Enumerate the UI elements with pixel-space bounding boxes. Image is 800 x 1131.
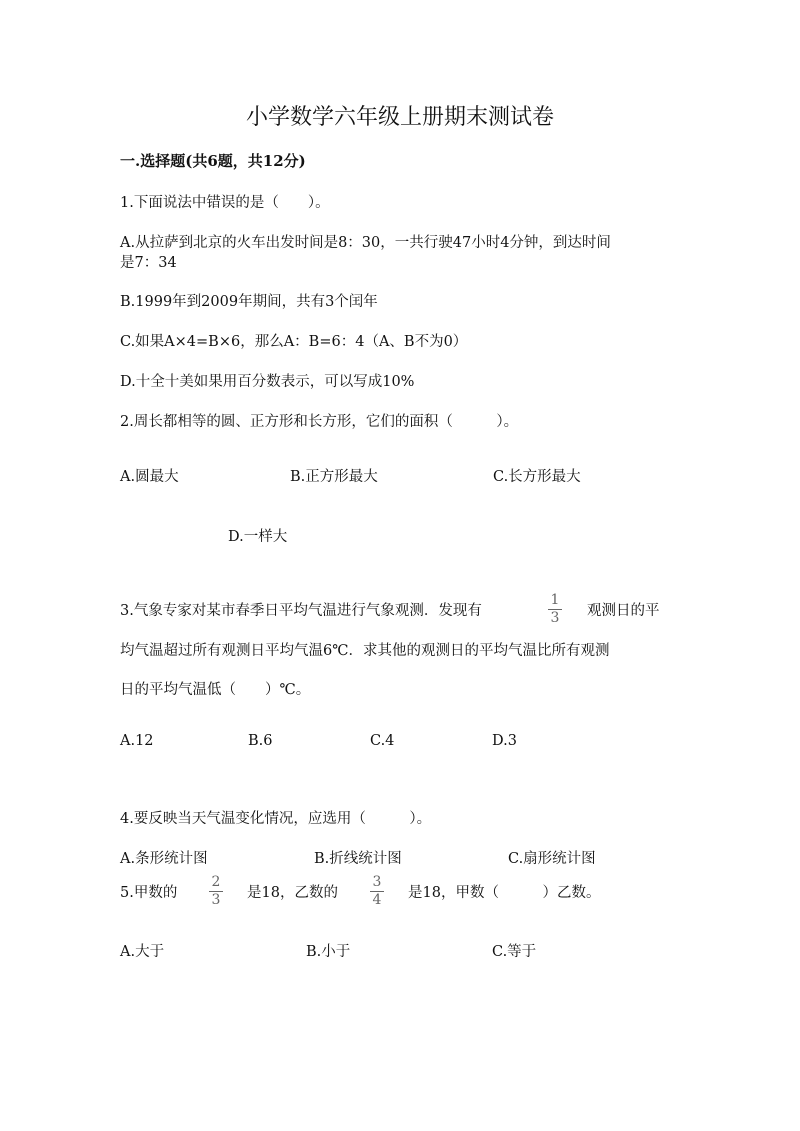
q3-option-c: C.4 xyxy=(370,733,395,749)
q1-option-c: C.如果A×4=B×6，那么A：B=6：4（A、B不为0） xyxy=(120,334,468,350)
q1-option-a-line1: A.从拉萨到北京的火车出发时间是8：30，一共行驶47小时4分钟，到达时间 xyxy=(120,235,611,251)
q5-option-b: B.小于 xyxy=(306,944,351,960)
q1-stem: 1.下面说法中错误的是（ ）。 xyxy=(120,195,330,211)
q5-fraction-1-numerator: 2 xyxy=(211,874,221,890)
q3-fraction xyxy=(548,593,562,626)
q5-part2: 是18，乙数的 xyxy=(247,885,338,901)
q1-option-b: B.1999年到2009年期间，共有3个闰年 xyxy=(120,294,378,310)
q1-option-d: D.十全十美如果用百分数表示，可以写成10% xyxy=(120,374,415,390)
q3-line3: 日的平均气温低（ ）℃。 xyxy=(120,682,311,698)
q5-part1: 5.甲数的 xyxy=(120,885,178,901)
q5-fraction-2-numerator: 3 xyxy=(372,874,382,890)
page-title: 小学数学六年级上册期末测试卷 xyxy=(245,105,554,130)
q5-fraction-2 xyxy=(370,875,384,908)
q5-option-c: C.等于 xyxy=(492,944,537,960)
q5-fraction-1-denominator: 3 xyxy=(211,892,221,908)
q4-option-b: B.折线统计图 xyxy=(314,851,402,867)
q2-option-c: C.长方形最大 xyxy=(493,469,581,485)
q4-option-a: A.条形统计图 xyxy=(120,851,208,867)
q3-fraction-denominator: 3 xyxy=(550,610,560,626)
section-heading: 一.选择题(共6题，共12分) xyxy=(120,152,306,170)
q3-line2: 均气温超过所有观测日平均气温6℃．求其他的观测日的平均气温比所有观测 xyxy=(120,643,610,659)
q2-option-d: D.一样大 xyxy=(228,529,288,545)
q3-option-a: A.12 xyxy=(120,733,154,749)
q2-option-a: A.圆最大 xyxy=(120,469,179,485)
q5-part3: 是18，甲数（ ）乙数。 xyxy=(408,885,601,901)
q2-stem: 2.周长都相等的圆、正方形和长方形，它们的面积（ ）。 xyxy=(120,414,519,430)
q3-option-d: D.3 xyxy=(492,733,517,749)
q3-fraction-numerator: 1 xyxy=(550,592,560,608)
q5-option-a: A.大于 xyxy=(120,944,165,960)
q2-option-b: B.正方形最大 xyxy=(290,469,378,485)
q3-line1-part2: 观测日的平 xyxy=(587,603,660,619)
q5-fraction-1 xyxy=(209,875,223,908)
q5-fraction-2-denominator: 4 xyxy=(372,892,382,908)
q4-option-c: C.扇形统计图 xyxy=(508,851,596,867)
q3-line1-part1: 3.气象专家对某市春季日平均气温进行气象观测．发现有 xyxy=(120,603,482,619)
q4-stem: 4.要反映当天气温变化情况，应选用（ ）。 xyxy=(120,811,432,827)
q1-option-a-line2: 是7：34 xyxy=(120,255,177,271)
q3-option-b: B.6 xyxy=(248,733,273,749)
